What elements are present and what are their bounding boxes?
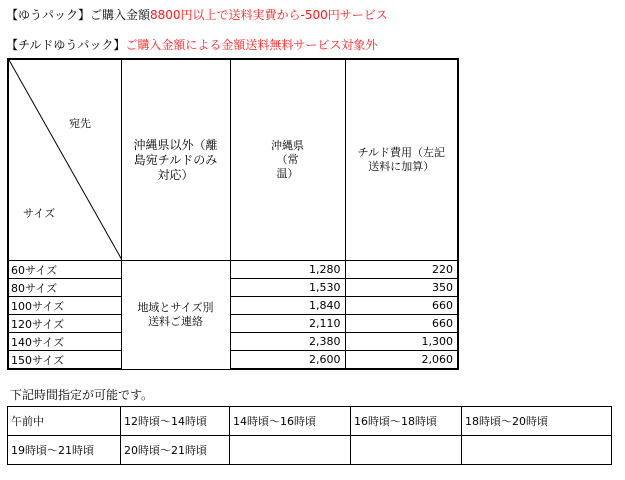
table-row	[8, 279, 458, 297]
size-cell: 100サイズ	[8, 297, 121, 315]
okinawa-fee-cell: 2,600	[230, 351, 345, 370]
time-slot-cell	[230, 436, 351, 465]
size-cell: 80サイズ	[8, 279, 121, 297]
header-chilled-fee	[345, 59, 458, 261]
table-row	[8, 351, 458, 370]
time-slot-cell: 19時頃～21時頃	[8, 436, 121, 465]
time-slot-cell: 16時頃～18時頃	[351, 407, 462, 436]
chilled-fee-cell: 660	[345, 297, 458, 315]
yu-pack-notice	[6, 6, 388, 23]
size-cell: 150サイズ	[8, 351, 121, 370]
header-okinawa-label: 沖縄県（常温）	[271, 139, 304, 180]
chilled-fee-cell: 660	[345, 315, 458, 333]
yu-pack-notice-prefix: 【ゆうパック】ご購入金額	[6, 8, 151, 22]
time-slot-cell: 12時頃～14時頃	[121, 407, 230, 436]
time-slot-cell: 午前中	[8, 407, 121, 436]
okinawa-fee-cell: 1,280	[230, 261, 345, 279]
contact-cell	[121, 261, 230, 370]
chilled-fee-cell: 220	[345, 261, 458, 279]
size-cell: 140サイズ	[8, 333, 121, 351]
okinawa-fee-cell: 2,380	[230, 333, 345, 351]
chilled-fee-cell: 1,300	[345, 333, 458, 351]
table-row	[8, 315, 458, 333]
table-row	[8, 333, 458, 351]
table-row	[8, 297, 458, 315]
diagonal-line	[9, 60, 122, 260]
corner-size-label: サイズ	[23, 207, 56, 220]
table-row	[8, 261, 458, 279]
yu-pack-notice-highlight: 8800円以上で送料実費から-500円サービス	[150, 8, 388, 22]
header-outside-okinawa-label: 沖縄県以外（離島宛チルドのみ対応）	[133, 137, 218, 182]
chilled-notice	[6, 36, 377, 53]
header-outside-okinawa	[121, 59, 230, 261]
size-cell: 60サイズ	[8, 261, 121, 279]
chilled-notice-highlight: ご購入金額による金額送料無料サービス対象外	[125, 38, 378, 52]
time-designation-note: 下記時間指定が可能です。	[10, 388, 154, 402]
time-slot-cell: 20時頃～21時頃	[121, 436, 230, 465]
time-row	[8, 436, 612, 465]
time-row	[8, 407, 612, 436]
time-slot-cell	[351, 436, 462, 465]
okinawa-fee-cell: 1,530	[230, 279, 345, 297]
time-slot-cell: 14時頃～16時頃	[230, 407, 351, 436]
header-okinawa	[230, 59, 345, 261]
chilled-fee-cell: 350	[345, 279, 458, 297]
size-cell: 120サイズ	[8, 315, 121, 333]
contact-label: 地域とサイズ別送料ご連絡	[137, 300, 214, 328]
okinawa-fee-cell: 2,110	[230, 315, 345, 333]
corner-cell	[8, 59, 121, 261]
okinawa-fee-cell: 1,840	[230, 297, 345, 315]
time-slot-cell: 18時頃～20時頃	[462, 407, 612, 436]
chilled-fee-cell: 2,060	[345, 351, 458, 370]
chilled-notice-prefix: 【チルドゆうパック】	[6, 38, 126, 52]
corner-destination-label: 宛先	[69, 117, 91, 130]
shipping-table-header-row	[8, 59, 458, 261]
delivery-time-table	[7, 406, 612, 465]
shipping-fee-table	[7, 58, 459, 370]
header-chilled-fee-label: チルド費用（左記送料に加算）	[357, 146, 445, 173]
time-slot-cell	[462, 436, 612, 465]
